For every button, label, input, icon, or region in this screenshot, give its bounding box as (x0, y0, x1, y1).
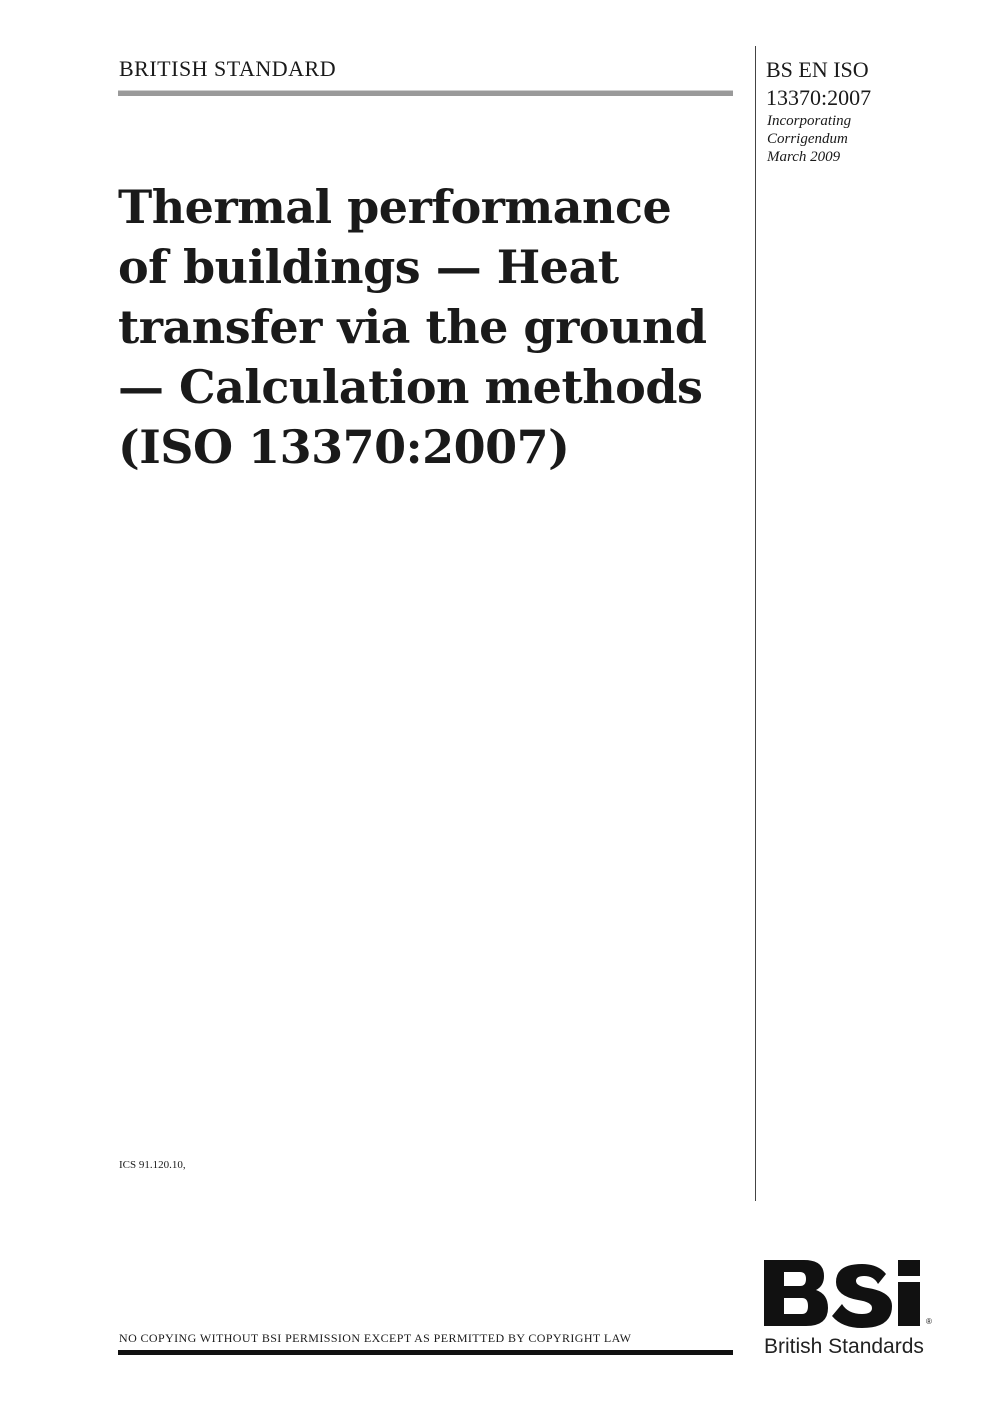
title-line: — Calculation methods (118, 360, 703, 414)
amendment-note-line2: Corrigendum (767, 131, 848, 147)
bsi-logo-caption: British Standards (764, 1335, 924, 1358)
footer-rule (118, 1350, 733, 1355)
standard-number-line2: 13370:2007 (766, 85, 872, 110)
amendment-note-line1: Incorporating (767, 113, 852, 129)
title-line: of buildings — Heat (118, 240, 619, 294)
bsi-logo-mark (762, 1256, 937, 1336)
title-line: transfer via the ground (118, 300, 707, 354)
title-line: (ISO 13370:2007) (118, 420, 570, 474)
copyright-notice: NO COPYING WITHOUT BSI PERMISSION EXCEPT AS PERMITTED BY COPYRIGHT LAW (119, 1331, 632, 1345)
standard-number-line1: BS EN ISO (766, 57, 869, 82)
header-rule (118, 90, 733, 96)
amendment-note (767, 112, 947, 166)
title-line: Thermal performance (118, 180, 672, 234)
registered-mark: ® (926, 1317, 932, 1326)
document-title (118, 177, 748, 477)
standard-number (766, 56, 966, 112)
amendment-note-line3: March 2009 (767, 149, 841, 165)
ics-code: ICS 91.120.10, (119, 1159, 186, 1171)
standard-type-label: BRITISH STANDARD (119, 56, 337, 81)
vertical-divider (755, 46, 756, 1201)
